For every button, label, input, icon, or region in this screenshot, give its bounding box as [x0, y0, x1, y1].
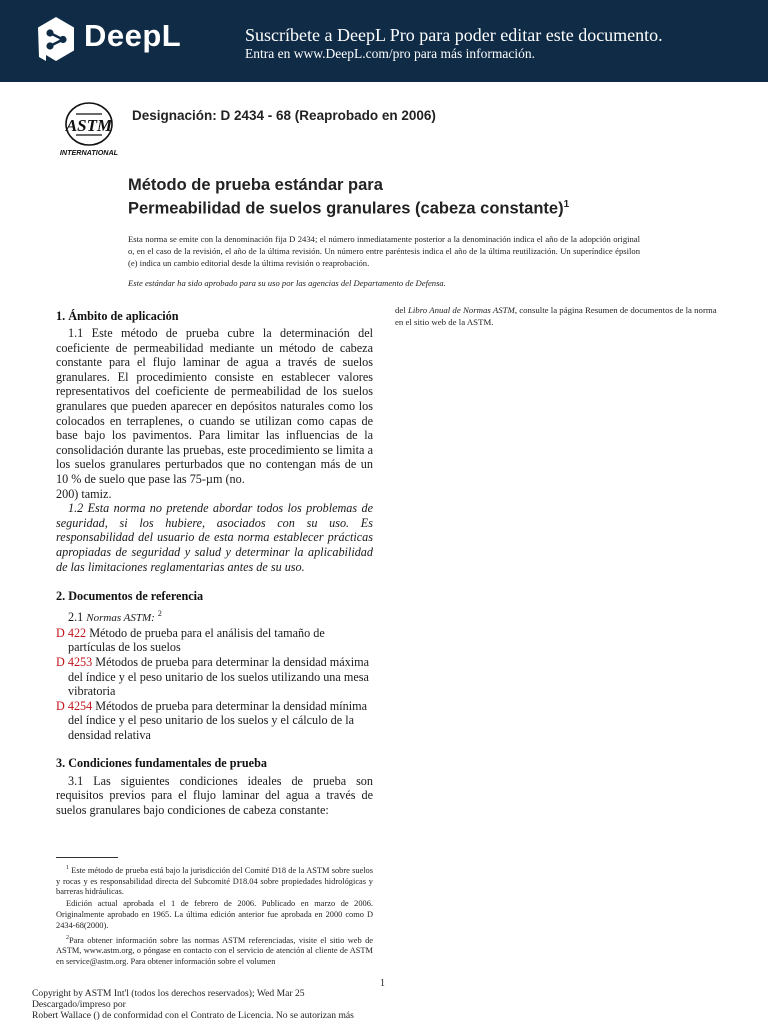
title-line-2-text: Permeabilidad de suelos granulares (cabeza constante)	[128, 199, 564, 218]
astm-logo-text: ASTM	[65, 116, 113, 135]
title-line-1: Método de prueba estándar para	[128, 176, 383, 194]
reference-text: Método de prueba para el análisis del tamaño de partículas de los suelos	[68, 625, 325, 655]
reference-link-d422[interactable]: D 422	[56, 625, 87, 640]
deepl-banner[interactable]	[0, 0, 768, 82]
intro-paragraph: Esta norma se emite con la denominación fija D 2434; el número inmediatamente posterior a la denominación indica el año de la adopción original o, en el caso de la revisión, el año de la última revisión. Un número entre paréntesis indica el año de la última reutilización. Un superíndice épsilon (e) indica un cambio editorial desde la última revisión o reaprobación.	[128, 234, 640, 268]
copyright-notice	[32, 988, 392, 1021]
right-column-rest: , consulte la página Resumen de documentos de la norma en el sitio web de la ASTM.	[395, 305, 717, 327]
section-2-1-line	[56, 607, 373, 626]
footnotes	[56, 863, 373, 969]
designation: Designación: D 2434 - 68 (Reaprobado en 2006)	[132, 108, 436, 123]
reference-text: Métodos de prueba para determinar la densidad máxima del índice y el peso unitario de los suelos utilizando una mesa vibratoria	[68, 654, 370, 699]
section-3-heading: 3. Condiciones fundamentales de prueba	[56, 755, 267, 770]
astm-logo	[55, 98, 123, 158]
section-2-1-number: 2.1	[68, 610, 84, 625]
reference-item	[56, 655, 373, 699]
reference-item	[56, 626, 373, 655]
footnote-1-marker: 1	[66, 865, 69, 871]
section-1-1-end: 200) tamiz.	[56, 486, 112, 501]
right-column-italic: Libro Anual de Normas ASTM	[407, 305, 515, 315]
document-title	[128, 176, 748, 219]
reference-item	[56, 699, 373, 743]
section-2-1-label: Normas ASTM:	[86, 612, 155, 625]
right-column-text	[395, 304, 720, 328]
banner-title[interactable]: Suscríbete a DeepL Pro para poder editar este documento.	[245, 25, 663, 45]
title-line-2	[128, 195, 748, 219]
footnote-2-marker: 2	[66, 934, 69, 941]
section-3-1-paragraph: 3.1 Las siguientes condiciones ideales de prueba son requisitos previos para el flujo laminar del agua a través de suelos granulares bajo condiciones de cabeza constante:	[56, 773, 373, 817]
section-2-heading: 2. Documentos de referencia	[56, 589, 204, 604]
reference-text: Métodos de prueba para determinar la densidad mínima del índice y el peso unitario de los suelos y el cálculo de la densidad relativa	[68, 698, 368, 742]
approval-note: Este estándar ha sido aprobado para su uso por las agencias del Departamento de Defensa.	[128, 278, 446, 288]
footnote-divider	[56, 857, 118, 858]
section-1-heading: 1. Ámbito de aplicación	[56, 309, 179, 323]
right-column-prefix: del	[395, 305, 408, 315]
deepl-logo-icon	[36, 16, 76, 62]
title-footnote-ref[interactable]: 1	[563, 199, 570, 210]
footnote-2-text: Para obtener información sobre las normas ASTM referenciadas, visite el sitio web de ASTM, www.astm.org, o póngase en contacto con el servicio de atención al cliente de ASTM en service@astm.org. Para obtener información sobre el volumen	[56, 935, 373, 966]
footnote-2	[56, 933, 373, 968]
section-1-1-paragraph: 1.1 Este método de prueba cubre la determinación del coeficiente de permeabilidad mediante un método de cabeza constante para el flujo laminar de agua a través de suelos granulares. El procedimiento consiste en establecer valores representativos del coeficiente de permeabilidad de los suelos granulares que pueden aparecer en depósitos naturales como los colocados en terraplenes, o cuando se utilizan como capas de base bajo los pavimentos. Para limitar las influencias de la consolidación durante las pruebas, este procedimiento se limita a los suelos granulares perturbados que no contengan más de un 10 % de suelo que pase las 75-µm (no.	[56, 326, 373, 486]
page-number: 1	[380, 978, 385, 989]
deepl-brand-name: DeepL	[84, 18, 182, 53]
copyright-line-3: Robert Wallace () de conformidad con el Contrato de Licencia. No se autorizan más	[32, 1010, 354, 1021]
copyright-line-1: Copyright by ASTM Int'l (todos los derechos reservados); Wed Mar 25	[32, 988, 305, 999]
footnote-1-text: Este método de prueba está bajo la jurisdicción del Comité D18 de la ASTM sobre suelos y rocas y es responsabilidad directa del Subcomité D18.04 sobre propiedades hidrológicas y barreras hidráulicas.	[56, 865, 374, 897]
section-1-2-paragraph: 1.2 Esta norma no pretende abordar todos los problemas de seguridad, si los hubiere, asociados con su uso. Es responsabilidad del usuario de esta norma establecer prácticas apropiadas de seguridad y salud y determinar la aplicabilidad de las limitaciones reglamentarias antes de su uso.	[56, 501, 373, 574]
footnote-1b: Edición actual aprobada el 1 de febrero de 2006. Publicado en marzo de 2006. Originalmente aprobado en 1965. La última edición anterior fue aprobada en 2000 como D 2434-68(2000).	[56, 899, 373, 930]
footnote-1	[56, 863, 373, 898]
reference-link-d4253[interactable]: D 4253	[56, 654, 93, 669]
copyright-line-2: Descargado/impreso por	[32, 999, 126, 1010]
reference-link-d4254[interactable]: D 4254	[56, 698, 93, 713]
left-column	[56, 308, 373, 817]
section-2-1-sup: 2	[157, 609, 162, 619]
banner-subtitle[interactable]: Entra en www.DeepL.com/pro para más información.	[245, 46, 536, 61]
astm-logo-subtext: INTERNATIONAL	[59, 148, 119, 157]
